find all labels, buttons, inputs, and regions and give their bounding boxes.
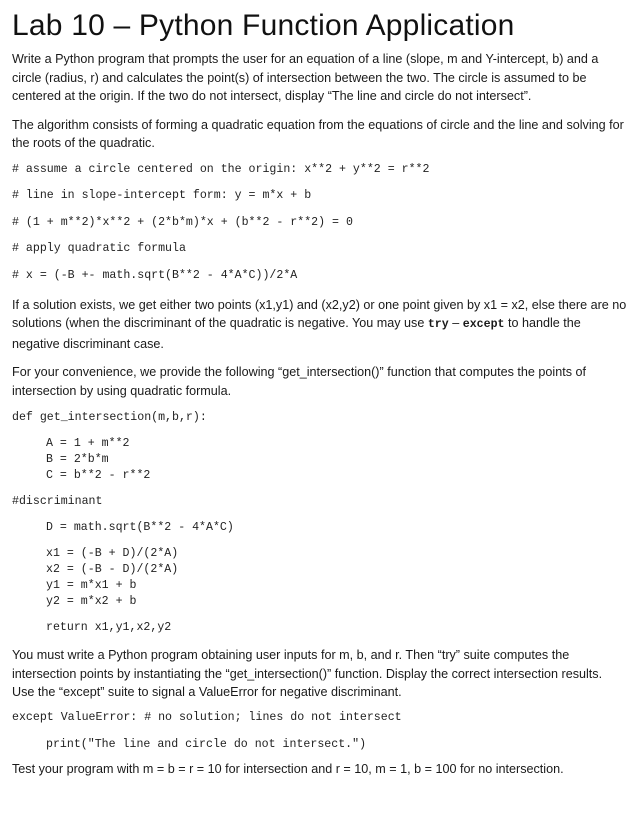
test-paragraph: Test your program with m = b = r = 10 for intersection and r = 10, m = 1, b = 100 for no intersection. [12, 761, 564, 776]
code-comment: # apply quadratic formula [12, 242, 186, 255]
code-comment: # (1 + m**2)*x**2 + (2*b*m)*x + (b**2 - r**2) = 0 [12, 215, 353, 229]
algorithm-paragraph: The algorithm consists of forming a quadratic equation from the equations of circle and the line and solving for the roots of the quadratic. [12, 117, 624, 150]
dash: – [448, 316, 463, 330]
except-code-block [12, 710, 627, 759]
discriminant-comment: #discriminant [12, 495, 103, 508]
try-keyword: try [427, 318, 449, 331]
code-line: y2 = m*x2 + b [46, 595, 137, 608]
code-comment: # assume a circle centered on the origin: x**2 + y**2 = r**2 [12, 162, 430, 176]
solution-text: If a solution exists, we get either two points (x1,y1) and (x2,y2) or one point given by x1 = x2, else there are no solutions (when the discriminant of the quadratic is negative. You may use [12, 297, 627, 330]
solution-paragraph [12, 296, 627, 354]
code-comment: # line in slope-intercept form: y = m*x + b [12, 189, 312, 202]
except-keyword: except [462, 318, 505, 331]
function-code-block [12, 410, 627, 636]
convenience-paragraph: For your convenience, we provide the following “get_intersection()” function that computes the points of intersection by using quadratic formula. [12, 365, 587, 398]
print-line: print("The line and circle do not intersect.") [46, 737, 367, 751]
except-line: except ValueError: # no solution; lines do not intersect [12, 710, 402, 724]
code-line: x2 = (-B - D)/(2*A) [46, 563, 179, 576]
def-line: def get_intersection(m,b,r): [12, 411, 207, 424]
code-line: C = b**2 - r**2 [46, 469, 151, 482]
return-line: return x1,y1,x2,y2 [46, 621, 172, 634]
page-title: Lab 10 – Python Function Application [12, 9, 515, 42]
code-line: x1 = (-B + D)/(2*A) [46, 547, 179, 560]
code-line: A = 1 + m**2 [46, 437, 130, 450]
solution-text-end: to handle the negative discriminant case. [12, 316, 581, 351]
document-page [12, 0, 627, 778]
code-line: B = 2*b*m [46, 453, 109, 466]
comment-block [12, 162, 627, 288]
code-comment: # x = (-B +- math.sqrt(B**2 - 4*A*C))/2*A [12, 268, 298, 282]
instructions-paragraph: You must write a Python program obtaining user inputs for m, b, and r. Then “try” suite computes the intersection points by instantiating the “get_intersection()” function. Display the correct intersection results. Use the “except” suite to signal a ValueError for negative discriminant. [12, 648, 603, 699]
code-line: D = math.sqrt(B**2 - 4*A*C) [46, 521, 234, 534]
code-line: y1 = m*x1 + b [46, 579, 137, 592]
intro-paragraph: Write a Python program that prompts the user for an equation of a line (slope, m and Y-intercept, b) and a circle (radius, r) and calculates the point(s) of intersection between the two. The circle is assumed to be centered at the origin. If the two do not intersect, display “The line and circle do not intersect”. [12, 52, 599, 103]
